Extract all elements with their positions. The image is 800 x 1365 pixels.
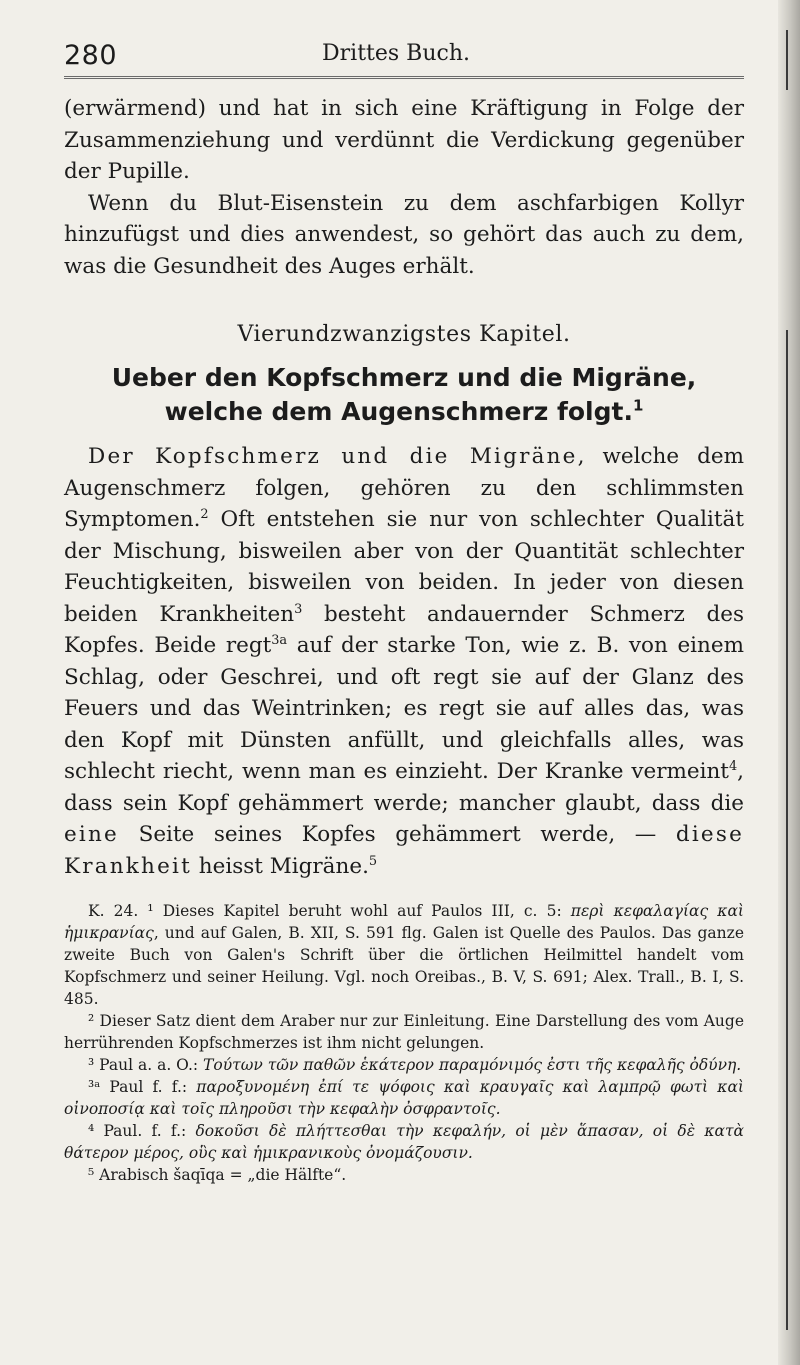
paragraph-2: Wenn du Blut-Eisenstein zu dem aschfarbigen Kollyr hinzufügst und dies anwendest, so gehört das auch zu dem, was die Gesundheit des Auges erhält. — [64, 190, 744, 279]
chapter-label: Vierundzwanzigstes Kapitel. — [237, 322, 571, 347]
greek-quote: περὶ κεφαλαγίας καὶ ἡμικρανίας — [64, 902, 745, 942]
greek-quote: παροξυνομένη ἐπί τε ψόφοις καὶ κραυγαῖς καὶ λαμπρῷ φωτὶ καὶ οἰνοποσίᾳ καὶ τοῖς πληροῦσι τὴν κεφαλὴν ὀσφραντοῖς. — [64, 1078, 745, 1118]
lead-words: Der Kopfschmerz und die Migräne — [88, 444, 578, 469]
emphasis-diese: diese Krankheit — [64, 822, 744, 879]
footnote-ref-5: 5 — [368, 853, 378, 869]
footnote-ref-4: 4 — [728, 758, 738, 774]
chapter-title-text: Ueber den Kopfschmerz und die Migräne, welche dem Augenschmerz folgt. — [111, 363, 697, 426]
footnote-ref-3: 3 — [294, 601, 303, 617]
footnote-3 — [64, 1054, 744, 1076]
greek-quote: Τούτων τῶν παθῶν ἑκάτερον παραμόνιμός ἐστι τῆς κεφαλῆς ὀδύνη. — [203, 1056, 742, 1074]
text-run: auf der starke Ton, wie z. B. von einem Schlag, oder Geschrei, und oft regt sie auf der Glanz des Feuers und das Weintrinken; es regt sie auf alles das, was den Kopf mit Dünsten anfüllt, und gleichfalls alles, was schlecht riecht, wenn man es einzieht. Der Kranke vermeint — [64, 633, 744, 784]
edge-mark — [786, 30, 788, 90]
footnote-text: ³ᵃ Paul f. f.: — [88, 1078, 197, 1096]
footnote-text: K. 24. ¹ Dieses Kapitel beruht wohl auf Paulos III, c. 5: — [88, 902, 571, 920]
footnote-text: , und auf Galen, B. XII, S. 591 flg. Galen ist Quelle des Paulos. Das ganze zweite Buch von Galen's Schrift über die örtlichen Heilmittel handelt vom Kopfschmerz und seiner Heilung. Vgl. noch Oreibas., B. V, S. 691; Alex. Trall., B. I, S. 485. — [64, 924, 744, 1008]
running-title: Drittes Buch. — [322, 41, 470, 66]
footnotes — [64, 900, 744, 1186]
paragraph-1: (erwärmend) und hat in sich eine Kräftigung in Folge der Zusammenziehung und verdünnt die Verdickung gegenüber der Pupille. — [64, 96, 744, 184]
chapter-title — [64, 361, 744, 429]
footnote-ref-2: 2 — [200, 506, 209, 522]
footnote-1 — [64, 900, 744, 1010]
text-run: Seite seines Kopfes gehämmert werde, — — [118, 822, 676, 847]
text-run: heisst Migräne. — [191, 853, 369, 879]
page-header — [64, 40, 744, 79]
main-paragraph — [64, 441, 744, 882]
page-edge-shadow — [778, 0, 800, 1365]
footnote-text: ³ Paul a. a. O.: — [88, 1056, 204, 1074]
page-number: 280 — [64, 40, 118, 71]
footnote-5: ⁵ Arabisch šaqīqa = „die Hälfte“. — [88, 1166, 347, 1184]
text-run: besteht andauernder Schmerz des Kopfes. Beide regt — [64, 601, 744, 658]
text-run: , welche dem Augenschmerz folgen, gehören zu den schlimmsten Symptomen. — [64, 444, 745, 532]
greek-quote: δοκοῦσι δὲ πλήττεσθαι τὴν κεφαλήν, οἱ μὲν ἅπασαν, οἱ δὲ κατὰ θάτερον μέρος, οὓς καὶ ἡμικρανικοὺς ὀνομάζουσιν. — [64, 1122, 744, 1162]
book-page — [64, 40, 744, 1186]
edge-mark — [786, 330, 788, 1330]
emphasis-eine: eine — [64, 822, 119, 847]
footnote-ref-1: 1 — [632, 396, 644, 415]
text-run: , dass sein Kopf gehämmert werde; mancher glaubt, dass die — [64, 759, 744, 816]
footnote-text: ⁴ Paul. f. f.: — [88, 1122, 196, 1140]
footnote-3a — [64, 1076, 744, 1120]
text-run: Oft entstehen sie nur von schlechter Qualität der Mischung, bisweilen aber von der Quantität schlechter Feuchtigkeiten, bisweilen von beiden. In jeder von diesen beiden Krankheiten — [64, 507, 744, 627]
footnote-2: ² Dieser Satz dient dem Araber nur zur Einleitung. Eine Darstellung des vom Auge herrührenden Kopfschmerzes ist ihm nicht gelungen. — [64, 1012, 744, 1052]
footnote-4 — [64, 1120, 744, 1164]
footnote-ref-3a: 3a — [271, 632, 288, 648]
